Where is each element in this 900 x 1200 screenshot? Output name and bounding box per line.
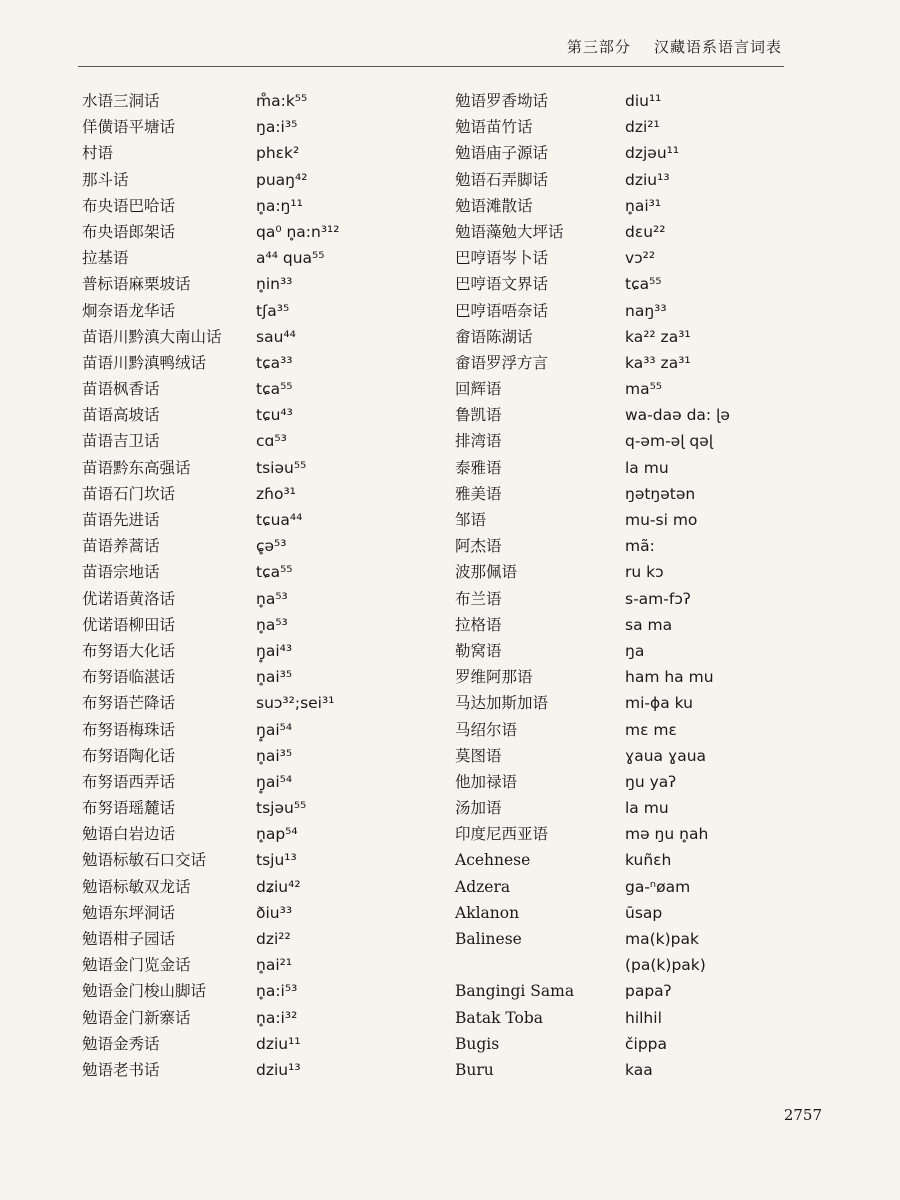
language-name: 勉语白岩边话 — [82, 825, 176, 844]
word-form: n̥ai²¹ — [256, 956, 293, 975]
word-form: čippa — [625, 1034, 668, 1053]
language-name: Balinese — [455, 930, 522, 948]
language-name: 优诺语柳田话 — [82, 615, 176, 634]
language-name: 布努语梅珠话 — [82, 720, 176, 739]
language-name: 苗语宗地话 — [82, 563, 160, 582]
word-form: dzjəu¹¹ — [625, 144, 680, 163]
language-name: 拉格语 — [455, 615, 502, 634]
word-form: n̥a:ŋ¹¹ — [256, 196, 303, 215]
word-form: tsjəu⁵⁵ — [256, 799, 307, 818]
word-form: puaŋ⁴² — [256, 170, 308, 189]
word-form: sau⁴⁴ — [256, 327, 296, 346]
word-form: dziu¹¹ — [256, 1034, 301, 1053]
word-form: ɣaua ɣaua — [625, 746, 707, 765]
language-name: 汤加语 — [455, 799, 502, 818]
word-form: hilhil — [625, 1008, 662, 1027]
word-form: ŋa:i³⁵ — [256, 118, 298, 137]
language-name: 拉基语 — [82, 249, 129, 268]
language-name: 巴哼语文界话 — [455, 275, 549, 294]
language-name: 印度尼西亚语 — [455, 825, 549, 844]
word-form: suɔ³²;sei³¹ — [256, 694, 335, 713]
header-title: 汉藏语系语言词表 — [653, 38, 782, 56]
word-form: kaa — [625, 1060, 653, 1079]
language-name: 布努语临湛话 — [82, 668, 176, 687]
language-name: 勉语滩散话 — [455, 196, 533, 215]
word-form: tɕa³³ — [256, 353, 293, 372]
word-form: sa ma — [625, 615, 673, 634]
word-form: tɕua⁴⁴ — [256, 511, 303, 529]
word-form: mã: — [625, 537, 655, 556]
word-form: m̊a:k⁵⁵ — [256, 92, 308, 110]
word-form: q-əm-əɭ qəɭ — [625, 432, 714, 451]
word-form: naŋ³³ — [625, 301, 667, 320]
word-form: tsju¹³ — [256, 851, 297, 870]
language-name: 布兰语 — [455, 589, 502, 608]
word-form: qa⁰ n̥a:n³¹² — [256, 222, 340, 241]
word-form: ma(k)pak — [625, 930, 699, 948]
word-form: kuñɛh — [625, 851, 672, 870]
language-name: 那斗话 — [82, 170, 129, 189]
word-form: dɛu²² — [625, 222, 666, 241]
word-form: phɛk² — [256, 144, 300, 163]
word-form: tsiəu⁵⁵ — [256, 458, 307, 477]
word-form: ŋ̥ai⁵⁴ — [256, 772, 293, 791]
word-form: ru kɔ — [625, 563, 664, 582]
word-form: a⁴⁴ qua⁵⁵ — [256, 249, 325, 268]
word-form: mi-ɸa ku — [625, 694, 693, 713]
language-name: 苗语川黔滇大南山话 — [82, 327, 222, 346]
word-form: ga-ⁿøam — [625, 877, 691, 896]
word-form: ðiu³³ — [256, 903, 293, 922]
word-form: ŋətŋətən — [625, 484, 696, 503]
language-name: Acehnese — [455, 851, 531, 870]
language-name: 马绍尔语 — [455, 720, 518, 739]
language-name: 村语 — [82, 144, 114, 163]
word-form: la mu — [625, 458, 669, 477]
word-form: ŋ̥ai⁵⁴ — [256, 720, 293, 739]
word-form: tɕu⁴³ — [256, 406, 293, 425]
language-name: 勉语庙子源话 — [455, 144, 549, 163]
language-name: 波那佩语 — [455, 563, 518, 582]
language-name: 勉语老书话 — [82, 1060, 160, 1079]
language-name: 莫图语 — [455, 746, 502, 765]
language-name: Aklanon — [455, 903, 520, 922]
word-form: tʃa³⁵ — [256, 301, 290, 320]
language-name: 苗语川黔滇鸭绒话 — [82, 353, 207, 372]
word-form: dziu¹³ — [625, 170, 670, 189]
word-form: mə ŋu n̥ah — [625, 825, 709, 844]
page-number: 2757 — [783, 1106, 822, 1124]
word-form: ŋa — [625, 641, 645, 660]
language-name: 布努语瑶麓话 — [82, 799, 176, 818]
language-name: 巴哼语岑卜话 — [455, 249, 549, 268]
word-form: ka³³ za³¹ — [625, 353, 691, 372]
language-name: 勉语藻勉大坪话 — [455, 222, 564, 241]
word-form: ūsap — [625, 903, 663, 922]
word-form: dʑiu⁴² — [256, 877, 301, 896]
word-form: ma⁵⁵ — [625, 380, 663, 399]
word-form: wa-daə da: ɭə — [625, 406, 730, 425]
language-name: Bugis — [455, 1034, 500, 1053]
language-name: 泰雅语 — [455, 458, 502, 477]
word-form: n̥a⁵³ — [256, 589, 288, 608]
word-form: dzi²¹ — [625, 118, 660, 137]
word-form: zɦo³¹ — [256, 484, 296, 503]
language-name: 勉语标敏石口交话 — [82, 851, 207, 870]
language-name: 布努语大化话 — [82, 641, 176, 660]
language-name: 苗语先进话 — [82, 511, 160, 529]
word-form: diu¹¹ — [625, 92, 662, 110]
word-form: mu-si mo — [625, 511, 698, 529]
language-name: 勉语罗香坳话 — [455, 92, 549, 110]
language-name: 布央语郎架话 — [82, 222, 176, 241]
word-form: (pa(k)pak) — [625, 956, 706, 975]
language-name: 苗语养蒿话 — [82, 537, 160, 556]
language-name: 罗维阿那语 — [455, 668, 533, 687]
word-form: n̥a:i³² — [256, 1008, 298, 1027]
word-form: tɕa⁵⁵ — [625, 275, 662, 294]
language-name: Buru — [455, 1060, 494, 1079]
word-form: cɑ⁵³ — [256, 432, 287, 451]
word-form: ka²² za³¹ — [625, 327, 691, 346]
language-name: 苗语高坡话 — [82, 406, 160, 425]
language-name: 巴哼语唔奈话 — [455, 301, 549, 320]
word-form: vɔ²² — [625, 249, 656, 268]
word-form: tɕa⁵⁵ — [256, 563, 293, 582]
language-name: 勉语金门新寨话 — [82, 1008, 191, 1027]
language-name: 排湾语 — [455, 432, 502, 451]
language-name: 马达加斯加语 — [455, 694, 549, 713]
language-name: 苗语枫香话 — [82, 380, 160, 399]
language-name: 勉语柑子园话 — [82, 930, 176, 948]
word-form: dziu¹³ — [256, 1060, 301, 1079]
word-form: tɕa⁵⁵ — [256, 380, 293, 399]
language-name: 勉语金门览金话 — [82, 956, 191, 975]
language-name: 布努语陶化话 — [82, 746, 176, 765]
word-form: papaʔ — [625, 982, 672, 1001]
language-name: 苗语吉卫话 — [82, 432, 160, 451]
language-name: 水语三洞话 — [82, 92, 160, 110]
language-name: 勉语标敏双龙话 — [82, 877, 191, 896]
word-form: s-am-fɔʔ — [625, 589, 691, 608]
word-form: n̥ap⁵⁴ — [256, 825, 298, 844]
language-name: 勒窝语 — [455, 641, 502, 660]
word-form: ŋ̥ai⁴³ — [256, 641, 293, 660]
language-name: 回辉语 — [455, 380, 502, 399]
page-header — [567, 36, 782, 57]
language-name: 他加禄语 — [455, 772, 518, 791]
word-form: n̥a⁵³ — [256, 615, 288, 634]
word-form: n̥ai³¹ — [625, 196, 662, 215]
language-name: 炯奈语龙华话 — [82, 301, 176, 320]
word-form: la mu — [625, 799, 669, 818]
language-name: 苗语黔东高强话 — [82, 458, 191, 477]
word-form: dzi²² — [256, 930, 291, 948]
word-form: n̥ai³⁵ — [256, 746, 293, 765]
word-form: ham ha mu — [625, 668, 714, 687]
language-name: 苗语石门坎话 — [82, 484, 176, 503]
word-form: ŋu yaʔ — [625, 772, 677, 791]
language-name: 雅美语 — [455, 484, 502, 503]
header-section: 第三部分 — [566, 38, 631, 56]
language-name: 鲁凯语 — [455, 406, 502, 425]
language-name: 优诺语黄洛话 — [82, 589, 176, 608]
word-form: n̥ai³⁵ — [256, 668, 293, 687]
language-name: Adzera — [455, 877, 511, 896]
language-name: 布努语芒降话 — [82, 694, 176, 713]
language-name: 邹语 — [455, 511, 487, 529]
language-name: 布努语西弄话 — [82, 772, 176, 791]
language-name: Batak Toba — [455, 1008, 544, 1027]
language-name: 勉语东坪洞话 — [82, 903, 176, 922]
language-name: 勉语苗竹话 — [455, 118, 533, 137]
word-form: mɛ mɛ — [625, 720, 677, 739]
language-name: 普标语麻栗坡话 — [82, 275, 191, 294]
language-name: 布央语巴哈话 — [82, 196, 176, 215]
language-name: 勉语石弄脚话 — [455, 170, 549, 189]
language-name: 勉语金门梭山脚话 — [82, 982, 207, 1001]
word-form: n̥in³³ — [256, 275, 293, 294]
language-name: 阿杰语 — [455, 537, 502, 556]
header-rule — [78, 66, 784, 67]
language-name: 畲语罗浮方言 — [455, 353, 549, 372]
language-name: 勉语金秀话 — [82, 1034, 160, 1053]
language-name: 佯僙语平塘话 — [82, 118, 176, 137]
word-form: n̥a:i⁵³ — [256, 982, 298, 1001]
language-name: Bangingi Sama — [455, 982, 575, 1001]
language-name: 畲语陈湖话 — [455, 327, 533, 346]
word-form: ɕ̥ə⁵³ — [256, 537, 287, 556]
